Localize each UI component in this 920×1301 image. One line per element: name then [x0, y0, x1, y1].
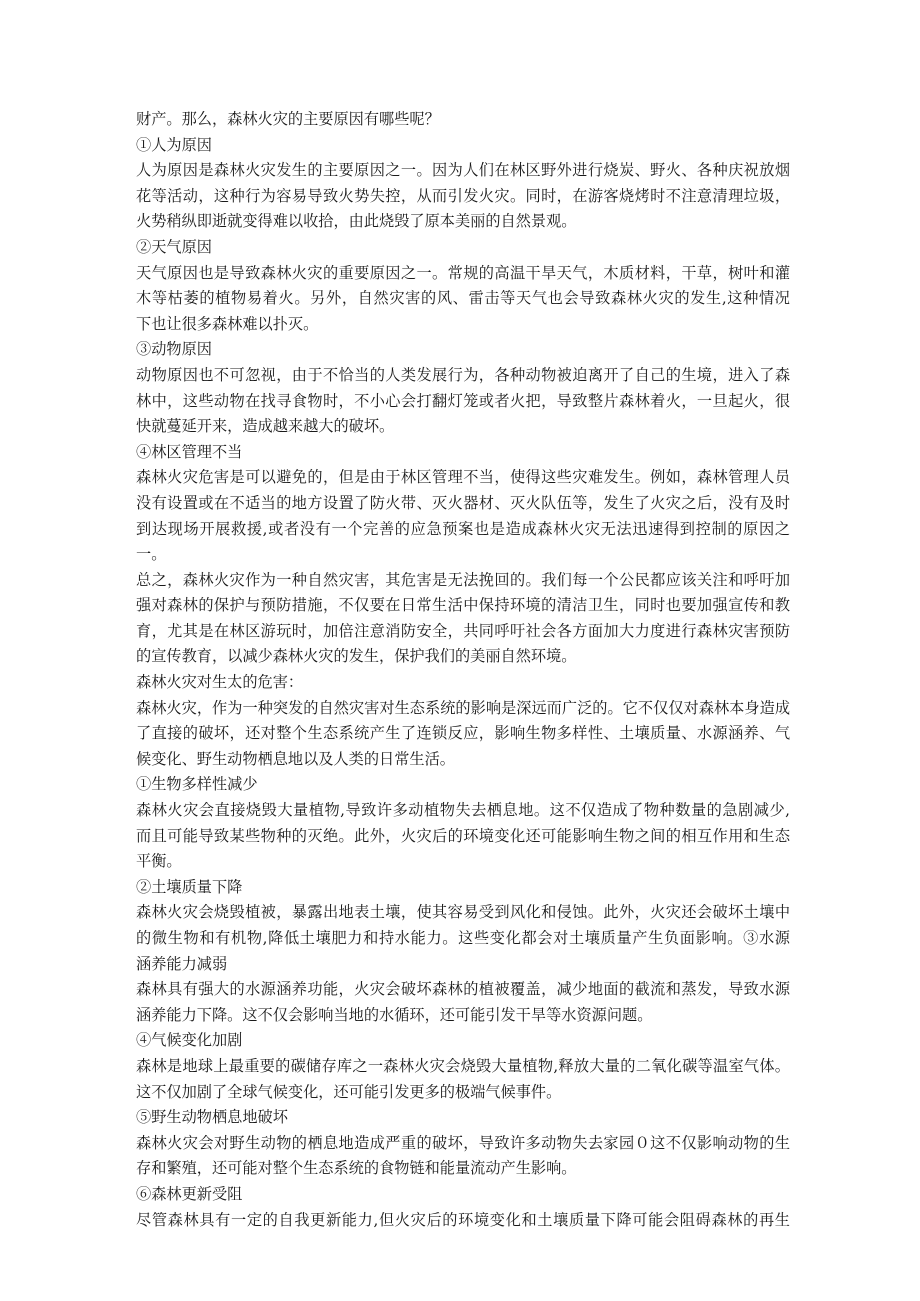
- text-line: 而且可能导致某些物种的灭绝。此外，火灾后的环境变化还可能影响生物之间的相互作用和生态: [136, 826, 790, 845]
- text-line: 木等枯萎的植物易着火。另外，自然灾害的风、雷击等天气也会导致森林火灾的发生,这种情况: [136, 289, 790, 308]
- text-line: 育，尤其是在林区游玩时，加倍注意消防安全，共同呼吁社会各方面加大力度进行森林灾害预防: [136, 621, 790, 640]
- section-heading: ④林区管理不当: [136, 442, 243, 461]
- section-heading: ⑤野生动物栖息地破坏: [136, 1108, 288, 1127]
- text-line: 涵养能力下降。这不仅会影响当地的水循环，还可能引发干旱等水资源问题。: [136, 1005, 653, 1024]
- text-line: 的微生物和有机物,降低土壤肥力和持水能力。这些变化都会对土壤质量产生负面影响。③水源: [136, 929, 790, 947]
- text-line: 森林火灾危害是可以避免的，但是由于林区管理不当，使得这些灾难发生。例如，森林管理人员: [136, 468, 790, 487]
- text-line: 的宣传教育，以减少森林火灾的发生，保护我们的美丽自然环境。: [136, 647, 577, 666]
- text-line: 平衡。: [136, 852, 182, 871]
- section-title: 森林火灾对生太的危害：: [136, 673, 304, 692]
- text-line: 森林火灾会烧毁植被，暴露出地表土壤，使其容易受到风化和侵蚀。此外，火灾还会破坏土壤中: [136, 903, 790, 922]
- text-line: 涵养能力减弱: [136, 954, 228, 973]
- section-heading: ①生物多样性减少: [136, 775, 258, 794]
- section-heading: ②天气原因: [136, 237, 212, 256]
- text-line: 火势稍纵即逝就变得难以收拾，由此烧毁了原本美丽的自然景观。: [136, 212, 577, 231]
- text-line: 人为原因是森林火灾发生的主要原因之一。因为人们在林区野外进行烧炭、野火、各种庆祝放烟: [136, 161, 790, 180]
- text-line: 天气原因也是导致森林火灾的重要原因之一。常规的高温干旱天气，木质材料，干草，树叶和灌: [136, 263, 790, 282]
- text-line: 没有设置或在不适当的地方设置了防火带、灭火器材、灭火队伍等，发生了火灾之后，没有及时: [136, 493, 790, 512]
- text-line: 花等活动，这种行为容易导致火势失控，从而引发火灾。同时，在游客烧烤时不注意清理垃圾，: [136, 186, 790, 205]
- text-line: 森林是地球上最重要的碳储存库之一森林火灾会烧毁大量植物,释放大量的二氧化碳等温室气体。: [136, 1056, 790, 1075]
- section-heading: ②土壤质量下降: [136, 877, 243, 896]
- text-line: 森林火灾会对野生动物的栖息地造成严重的破坏，导致许多动物失去家园０这不仅影响动物的生: [136, 1133, 790, 1152]
- text-line: 到达现场开展救援,或者没有一个完善的应急预案也是造成森林火灾无法迅速得到控制的原因之: [136, 519, 790, 538]
- text-line: 存和繁殖，还可能对整个生态系统的食物链和能量流动产生影响。: [136, 1159, 577, 1178]
- text-line: 尽管森林具有一定的自我更新能力,但火灾后的环境变化和土壤质量下降可能会阻碍森林的再生: [136, 1210, 790, 1229]
- text-line: 总之，森林火灾作为一种自然灾害，其危害是无法挽回的。我们每一个公民都应该关注和呼吁加: [136, 570, 790, 589]
- text-line: 森林火灾会直接烧毁大量植物,导致许多动植物失去栖息地。这不仅造成了物种数量的急剧减少,: [136, 801, 790, 820]
- text-line: 动物原因也不可忽视，由于不恰当的人类发展行为，各种动物被迫离开了自己的生境，进入了森: [136, 365, 790, 384]
- text-line: 下也让很多森林难以扑灭。: [136, 314, 319, 333]
- text-line: 财产。那么，森林火灾的主要原因有哪些呢？: [136, 110, 440, 128]
- text-line: 候变化、野生动物栖息地以及人类的日常生活。: [136, 749, 455, 768]
- text-line: 森林具有强大的水源涵养功能，火灾会破坏森林的植被覆盖，减少地面的截流和蒸发，导致水源: [136, 980, 790, 999]
- section-heading: ⑥森林更新受阻: [136, 1184, 243, 1203]
- text-line: 了直接的破坏，还对整个生态系统产生了连锁反应，影响生物多样性、土壤质量、水源涵养、气: [136, 724, 790, 743]
- section-heading: ④气候变化加剧: [136, 1031, 243, 1050]
- text-line: 一。: [136, 545, 167, 564]
- text-line: 这不仅加剧了全球气候变化，还可能引发更多的极端气候事件。: [136, 1082, 562, 1101]
- section-heading: ①人为原因: [136, 135, 212, 154]
- section-heading: ③动物原因: [136, 340, 212, 359]
- text-line: 森林火灾，作为一种突发的自然灾害对生态系统的影响是深远而广泛的。它不仅仅对森林本身造成: [136, 698, 790, 717]
- text-line: 强对森林的保护与预防措施，不仅要在日常生活中保持环境的清洁卫生，同时也要加强宣传和教: [136, 596, 790, 615]
- document-body: [136, 107, 790, 1233]
- text-line: 快就蔓延开来，造成越来越大的破坏。: [136, 417, 395, 436]
- text-line: 林中，这些动物在找寻食物时，不小心会打翻灯笼或者火把，导致整片森林着火，一旦起火，很: [136, 391, 790, 410]
